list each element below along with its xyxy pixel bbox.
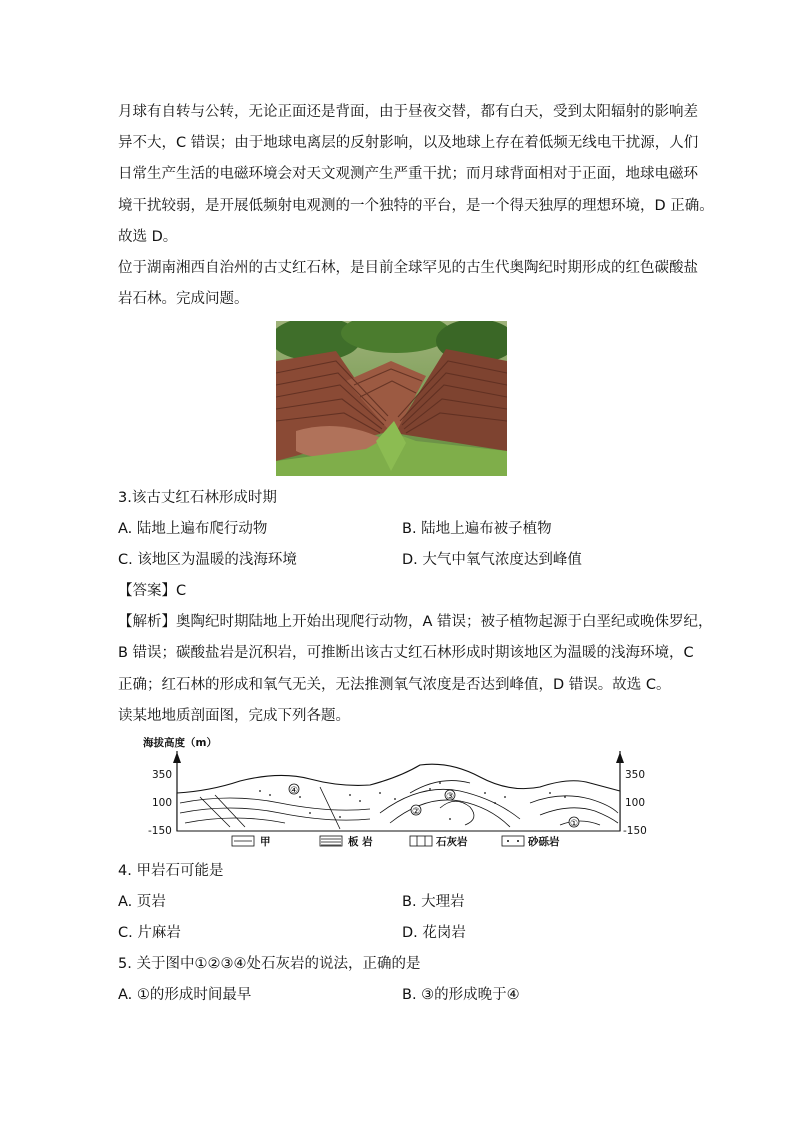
section-intro-line: 读某地地质剖面图，完成下列各题。 [118,707,350,724]
text-line: 岩石林。完成问题。 [118,291,249,308]
option-a: A. 陆地上遍布爬行动物 [118,521,268,537]
question-4-stem: 4. 甲岩石可能是 [118,863,224,879]
text-line: 境干扰较弱，是开展低频射电观测的一个独特的平台，是一个得天独厚的理想环境，D 正确。 [118,197,714,214]
options-row [118,887,678,918]
option-b: B. 陆地上遍布被子植物 [402,521,552,537]
answer-block [118,576,713,732]
left-tick-neg150: -150 [148,825,172,837]
option-c: C. 该地区为温暖的浅海环境 [118,552,297,569]
legend-sandstone: 砂砾岩 [528,836,560,848]
explanation-paragraph [118,97,714,253]
analysis-line: 正确；红石林的形成和氧气无关，无法推测氧气浓度是否达到峰值，D 错误。故选 C。 [118,676,671,693]
y-axis-label: 海拔高度（m） [143,737,217,749]
marker-1: ① [570,819,579,829]
question-5-options [118,980,678,1011]
analysis-line: B 错误；碳酸盐岩是沉积岩，可推断出该古丈红石林形成时期该地区为温暖的浅海环境，C [118,645,694,662]
option-d: D. 大气中氧气浓度达到峰值 [402,552,582,569]
legend-limestone: 石灰岩 [436,836,468,848]
text-line: 异不大，C 错误；由于地球电离层的反射影响，以及地球上存在着低频无线电干扰源，人们 [118,135,699,152]
options-row [118,980,678,1011]
right-tick-350: 350 [625,769,646,781]
text-line: 月球有自转与公转，无论正面还是背面，由于昼夜交替，都有白天，受到太阳辐射的影响差 [118,104,698,120]
marker-3: ③ [446,792,455,802]
option-d: D. 花岗岩 [402,925,466,942]
options-row [118,514,678,545]
question-4-options [118,887,678,949]
red-stone-forest-photo [276,321,507,476]
question-intro [118,253,698,315]
text-line: 故选 D。 [118,228,178,245]
marker-4: ④ [290,786,299,796]
right-tick-100: 100 [625,797,646,809]
question-3-options [118,514,678,576]
right-tick-neg150: -150 [623,825,647,837]
option-b: B. 大理岩 [402,894,465,910]
options-row [118,918,678,949]
option-a: A. 页岩 [118,894,166,910]
answer-line: 【答案】C [118,583,187,599]
question-3-stem: 3.该古丈红石林形成时期 [118,490,277,506]
option-c: C. 片麻岩 [118,925,181,942]
options-row [118,545,678,576]
geologic-cross-section [140,733,660,851]
left-tick-100: 100 [152,797,173,809]
option-b: B. ③的形成晚于④ [402,987,520,1003]
question-5-stem: 5. 关于图中①②③④处石灰岩的说法，正确的是 [118,956,421,972]
legend-slate: 板 岩 [348,836,373,848]
analysis-line: 【解析】奥陶纪时期陆地上开始出现爬行动物，A 错误；被子植物起源于白垩纪或晚侏罗纪， [118,614,713,631]
legend-jia: 甲 [260,836,271,848]
marker-2: ② [412,807,421,817]
left-tick-350: 350 [152,769,173,781]
text-line: 日常生产生活的电磁环境会对天文观测产生严重干扰；而月球背面相对于正面，地球电磁环 [118,166,698,183]
text-line: 位于湖南湘西自治州的古丈红石林，是目前全球罕见的古生代奥陶纪时期形成的红色碳酸盐 [118,260,698,276]
option-a: A. ①的形成时间最早 [118,987,252,1003]
